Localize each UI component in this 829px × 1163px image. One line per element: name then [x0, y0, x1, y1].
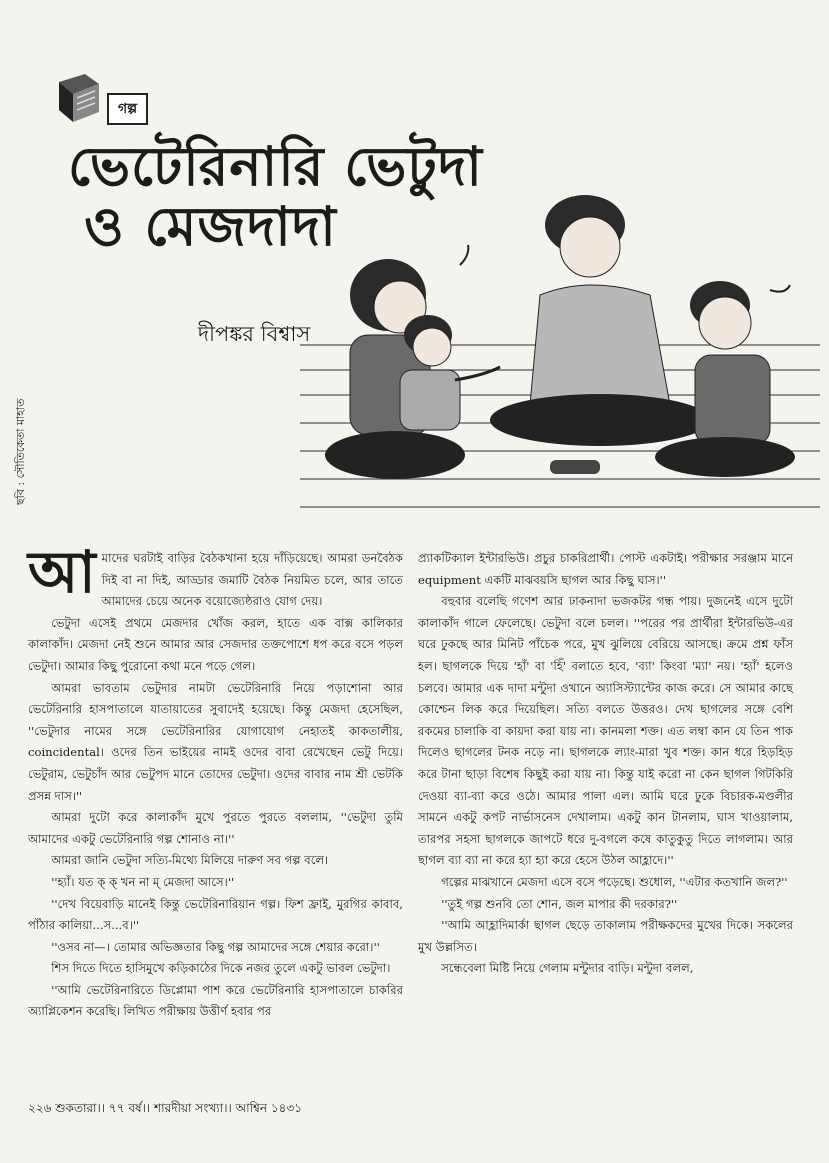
paragraph: মাদের ঘরটাই বাড়ির বৈঠকখানা হয়ে দাঁড়িয়েছে। আমরা ডনবৈঠক দিই বা না দিই, আড্ডার জমাটি বৈঠক নিয়মিত চলে, আর তাতে আমাদের চেয়ে অনেক বয়োজ্যেষ্ঠরাও যোগ দেয়।	[101, 551, 403, 609]
title-line-2: ও মেজদাদা	[84, 195, 337, 258]
genre-tag: গল্প	[107, 93, 148, 125]
paragraph: ''ওসব না—। তোমার অভিজ্ঞতার কিছু গল্প আমাদের সঙ্গে শেয়ার করো।''	[51, 939, 380, 954]
paragraph: সন্ধেবেলা মিষ্টি নিয়ে গেলাম মন্টুদার বাড়ি। মন্টুদা বলল,	[441, 961, 694, 976]
paragraph: ''দেখ বিয়েবাড়ি মানেই কিন্তু ভেটেরিনারিয়ান গল্প। ফিশ ফ্রাই, মুরগির কাবাব, পাঁঠার কালিয়া...স...ব।''	[28, 896, 403, 933]
paragraph: ''আমি ভেটেরিনারিতে ডিপ্লোমা পাশ করে ভেটেরিনারি হাসপাতালে চাকরির অ্যাপ্লিকেশন করেছি। লিখিত পরীক্ষায় উত্তীর্ণ হবার পর	[28, 982, 403, 1019]
paragraph: শিস দিতে দিতে হাসিমুখে কড়িকাঠের দিকে নজর তুলে একটু ভাবল ভেটুদা।	[51, 961, 391, 976]
book-icon	[55, 72, 103, 124]
illustration-credit: ছবি : সৌতিকেতা মাহাত	[14, 398, 27, 505]
paragraph: প্র্যাকটিক্যাল ইন্টারভিউ। প্রচুর চাকরিপ্রার্থী। পোস্ট একটাই। পরীক্ষার সরঞ্জাম মানে equipment একটি মাঝবয়সি ছাগল আর কিছু ঘাস।''	[418, 551, 793, 587]
paragraph: ''আমি আহ্লাদিমার্কা ছাগল ছেড়ে তাকালাম পরীক্ষকদের মুখের দিকে। সকলের মুখ উল্লসিত।	[418, 918, 793, 954]
paragraph: গল্পের মাঝখানে মেজদা এসে বসে পড়েছে। শুধোল, ''এটার কতখানি জল?''	[441, 874, 788, 889]
paragraph: ভেটুদা এসেই প্রথমে মেজদার খোঁজ করল, হাতে এক বাক্স কালিকার কালাকাঁদ। মেজদা নেই শুনে আমার আর সেজদার তক্তপোশে ধপ করে বসে পড়ল ভেটুদা। আমার কিছু পুরোনো কথা মনে পড়ে গেল।	[28, 615, 403, 673]
paragraph: ''হ্যাঁ। যত ক্ ক্ খন না ম্ মেজদা আসে।''	[51, 874, 235, 889]
title-line-1: ভেটেরিনারি ভেটুদা	[68, 135, 483, 198]
paragraph: আমরা জানি ভেটুদা সত্যি-মিথ্যে মিলিয়ে দারুণ সব গল্প বলে।	[51, 853, 329, 868]
story-illustration	[300, 195, 820, 545]
page-footer: ২২৬ শুকতারা।। ৭৭ বর্ষ।। শারদীয়া সংখ্যা।। আশ্বিন ১৪৩১	[28, 1101, 303, 1115]
paragraph: আমরা ভাবতাম ভেটুদার নামটা ভেটেরিনারি নিয়ে পড়াশোনা আর ভেটেরিনারি হাসপাতালে যাতায়াতের সুবাদেই হয়েছে। কিন্তু মেজদা হেসেছিল, ''ভেটুদার নামের সঙ্গে ভেটেরিনারির যোগাযোগ নেহাতই কাকতালীয়, coincidental। ওদের তিন ভাইয়ের নামই ওদের বাবা রেখেছেন ভেটু দিয়ে। ভেটুরাম, ভেটুচাঁদ আর ভেটুপদ মানে তোদের ভেটুদা। ওদের বাবার নাম শ্রী ভেটকি প্রসন্ন দাস।''	[28, 680, 403, 803]
article-column-left	[28, 538, 403, 1023]
paragraph: ''তুই গল্প শুনবি তো শোন, জল মাপার কী দরকার?''	[441, 896, 678, 911]
drop-cap: আ	[28, 538, 96, 606]
author-name: দীপঙ্কর বিশ্বাস	[198, 322, 311, 346]
paragraph: বহুবার বলেছি গণেশ আর ঢাকনাদা ভজকটর গন্ধ পায়। দুজনেই এসে দুটো কালাকাঁদ গালে ফেলেছে। ভেটুদা বলে চলল। ''পরের পর প্রার্থীরা ইন্টারভিউ-এর ঘরে ঢুকছে আর মিনিট পাঁচেক পরে, মুখ ঝুলিয়ে বেরিয়ে আসছে। ক্রমে প্রশ্ন ফাঁস হল। ছাগলকে দিয়ে 'হাঁ' বা 'হিঁ' বলাতে হবে, 'ব্যা' কিংবা 'ম্যা' নয়। 'হ্যাঁ' হলেও চলবে। আমার এক দাদা মন্টুদা ওখানে অ্যাসিস্ট্যান্টের কাজ করে। সে আমার কাছে কোশ্চেন লিক করে দিয়েছিল। সত্যি বলতে উত্তরও। দেখ ছাগলের সঙ্গে বেশি রকমের চালাকি বা কায়দা করা যায় না। কানমলা শক্ত। এত লম্বা কান যে তিন পাক দিলেও ছাগলের টনক নড়ে না। ছাগলকে ল্যাং-মারা খুব শক্ত। কান ধরে হিড়হিড় করে টানা ছাড়া বিশেষ কিছুই করা যায় না। কিন্তু যাই করো না কেন ছাগল গিটকিরি দেওয়া ব্যা-ব্যা করে ওঠে। আমার পালা এল। আমি ঘরে ঢুকে বিচারক-মণ্ডলীর সামনে একটু কপট নার্ভাসনেস দেখালাম। একটু কান টানলাম, ঘাস খাওয়ালাম, তারপর সহসা ছাগলকে জাপটে ধরে দু-বগলে কষে কাতুকুতু দিতে লাগলাম। আর ছাগল ব্যা ব্যা না করে হ্যা হ্যা করে হেসে উঠল আহ্লাদে।''	[418, 594, 793, 868]
article-column-right	[418, 548, 793, 980]
paragraph: আমরা দুটো করে কালাকাঁদ মুখে পুরতে পুরতে বললাম, ''ভেটুদা তুমি আমাদের একটু ভেটেরিনারি গল্প শোনাও না।''	[28, 810, 403, 846]
